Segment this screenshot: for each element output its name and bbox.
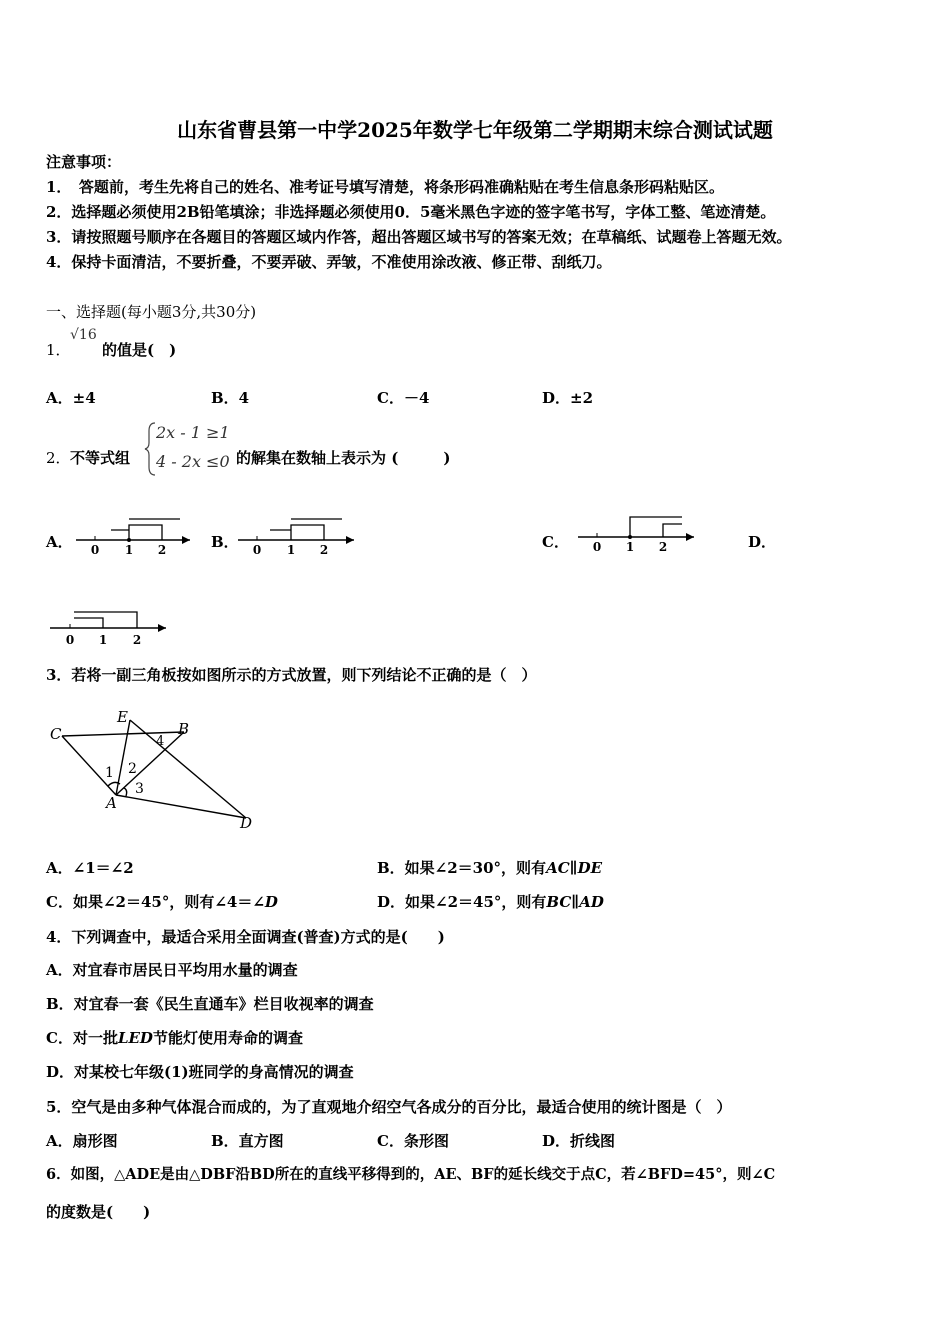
tick-label: 1: [625, 540, 635, 554]
q1-option-d: D．±2: [542, 389, 594, 407]
number-line-d: [50, 604, 172, 650]
figure-label: 3: [135, 781, 144, 797]
option-text: C．对一批: [46, 1029, 118, 1047]
tick-label: 1: [286, 543, 296, 557]
notice-item: 4．保持卡面清洁，不要折叠，不要弄破、弄皱，不准使用涂改液、修正带、刮纸刀。: [46, 253, 612, 271]
q1-option-b: B．4: [211, 389, 250, 407]
tick-label: 0: [252, 543, 262, 557]
number-line-b: [238, 512, 358, 557]
notice-item: 2．选择题必须使用2B铅笔填涂；非选择题必须使用0．5毫米黑色字迹的签字笔书写，字体工整、笔迹清楚。: [46, 203, 776, 221]
notice-item: 3．请按照题号顺序在各题目的答题区域内作答，超出答题区域书写的答案无效；在草稿纸、试题卷上答题无效。: [46, 228, 792, 246]
number-line-c: [578, 512, 698, 557]
q6-stem-continued: 的度数是( ): [46, 1203, 151, 1221]
q1-radical: √16: [70, 327, 97, 343]
q6-stem: 6．如图，△ADE是由△DBF沿BD所在的直线平移得到的，AE、BF的延长线交于点C，若∠BFD=45°，则∠C: [46, 1166, 776, 1183]
q3-option-a: A．∠1＝∠2: [46, 859, 134, 877]
q3-option-d: [377, 892, 604, 912]
q5-stem: 5．空气是由多种气体混合而成的，为了直观地介绍空气各成分的百分比，最适合使用的统计图是（ ）: [46, 1098, 732, 1116]
tick-label: 1: [98, 633, 108, 647]
q1-option-c: C．－4: [377, 389, 430, 407]
q2-inequality-1: 2x - 1 ≥1: [156, 423, 230, 442]
q3-option-b: [377, 858, 602, 878]
tick-label: 2: [658, 540, 668, 554]
q2-inequality-2: 4 - 2x ≤0: [156, 452, 230, 471]
q3-option-c: [46, 892, 278, 912]
figure-label: 1: [105, 765, 114, 781]
q2-option-c: C．: [542, 533, 569, 551]
q2-number: 2．: [46, 449, 71, 467]
number-line-a: [76, 512, 196, 557]
tick-label: 2: [132, 633, 142, 647]
q5-option-a: A．扇形图: [46, 1132, 118, 1150]
q2-option-a: A．: [46, 533, 73, 551]
notice-heading: 注意事项：: [46, 153, 122, 171]
tick-label: 0: [65, 633, 75, 647]
q4-option-b: B．对宜春一套《民生直通车》栏目收视率的调查: [46, 995, 374, 1013]
tick-label: 1: [124, 543, 134, 557]
tick-label: 2: [319, 543, 329, 557]
q4-option-a: A．对宜春市居民日平均用水量的调查: [46, 961, 298, 979]
section-heading: 一、选择题(每小题3分,共30分): [46, 303, 257, 321]
q1-option-a: A．±4: [46, 389, 96, 407]
figure-label: A: [106, 794, 117, 812]
q5-option-b: B．直方图: [211, 1132, 284, 1150]
page-title: 山东省曹县第一中学2025年数学七年级第二学期期末综合测试试题: [177, 118, 773, 142]
q5-option-c: C．条形图: [377, 1132, 449, 1150]
q1-stem: 的值是( ): [102, 341, 177, 359]
tick-label: 2: [157, 543, 167, 557]
q5-option-d: D．折线图: [542, 1132, 616, 1150]
figure-label: 2: [128, 761, 137, 777]
figure-label: E: [117, 708, 128, 726]
brace-icon: [143, 421, 157, 477]
q4-option-c: [46, 1028, 303, 1048]
figure-label: D: [240, 814, 253, 832]
option-text: B．如果∠2＝30°，则有: [377, 859, 547, 877]
notice-item: 1． 答题前，考生先将自己的姓名、准考证号填写清楚，将条形码准确粘贴在考生信息条形码粘贴区。: [46, 178, 724, 196]
q1-number: 1．: [46, 341, 71, 359]
figure-label: C: [50, 725, 62, 743]
figure-label: 4: [156, 734, 165, 749]
tick-label: 0: [90, 543, 100, 557]
tick-label: 0: [592, 540, 602, 554]
q2-option-b: B．: [211, 533, 239, 551]
option-text: BC∥AD: [546, 893, 604, 911]
option-text: D: [264, 893, 278, 911]
option-text: D．如果∠2＝45°，则有: [377, 893, 547, 911]
figure-label: B: [178, 720, 190, 738]
option-text: AC∥DE: [546, 859, 603, 877]
option-text: 节能灯使用寿命的调查: [152, 1029, 303, 1047]
q2-pre: 不等式组: [70, 449, 131, 467]
triangle-figure: [44, 702, 264, 834]
q3-stem: 3．若将一副三角板按如图所示的方式放置，则下列结论不正确的是（ ）: [46, 666, 537, 684]
option-text: LED: [117, 1029, 153, 1047]
q2-post: 的解集在数轴上表示为 ( ): [236, 449, 451, 467]
q4-stem: 4．下列调查中，最适合采用全面调查(普查)方式的是( ): [46, 928, 445, 946]
option-text: C．如果∠2＝45°，则有∠4＝∠: [46, 893, 265, 911]
q2-option-d: D．: [748, 533, 777, 551]
q4-option-d: D．对某校七年级(1)班同学的身高情况的调查: [46, 1063, 354, 1081]
